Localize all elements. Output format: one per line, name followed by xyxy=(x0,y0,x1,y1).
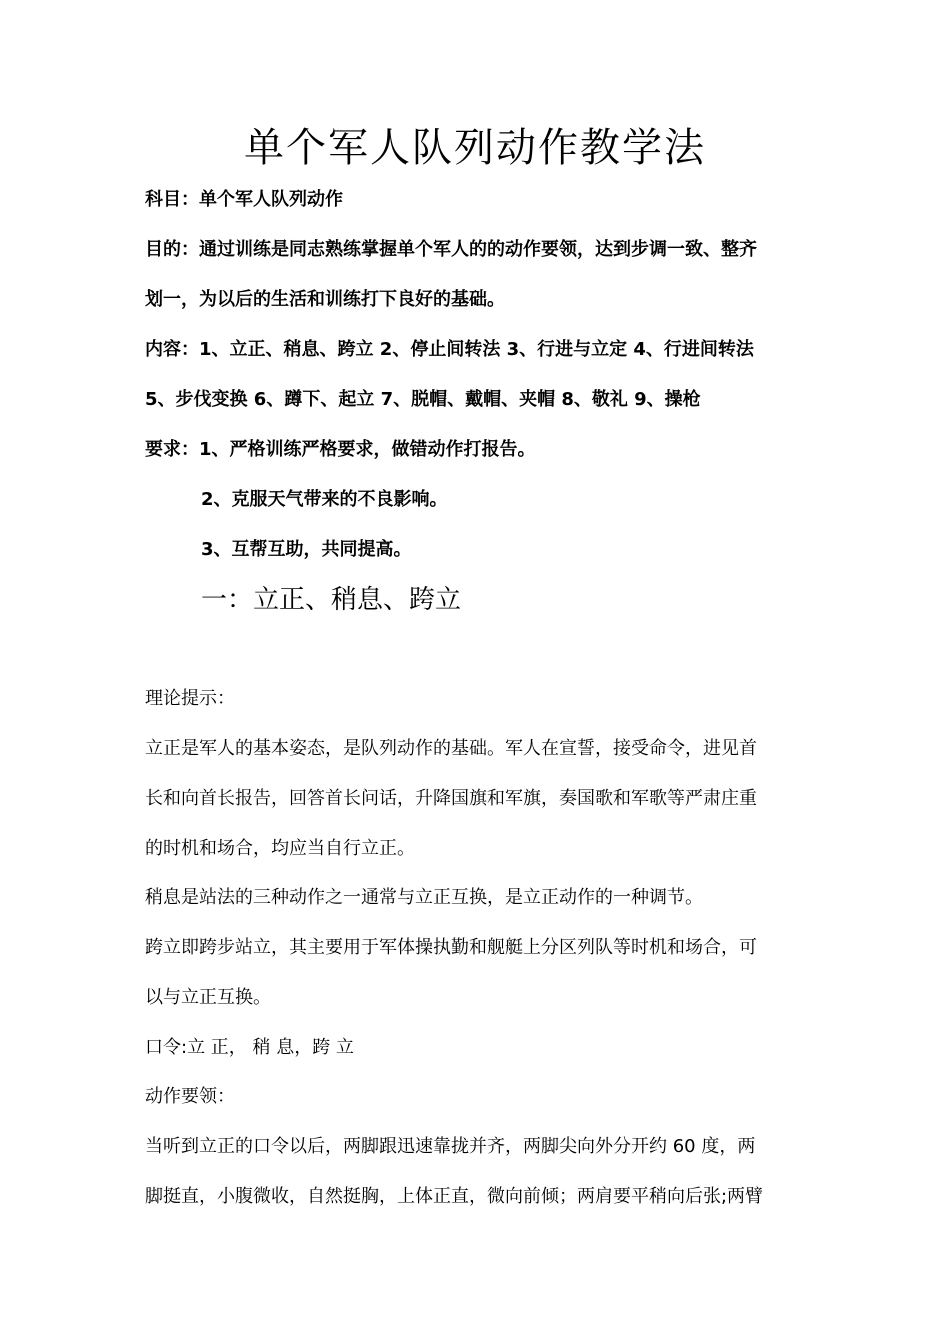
command-line: 口令:立 正， 稍 息，跨 立 xyxy=(145,1037,354,1058)
action-label: 动作要领： xyxy=(145,1086,235,1107)
document-title: 单个军人队列动作教学法 xyxy=(244,125,706,171)
requirement-2: 2、克服天气带来的不良影响。 xyxy=(201,489,448,510)
requirement-1: 要求：1、严格训练严格要求，做错动作打报告。 xyxy=(145,439,536,460)
section-heading: 一：立正、稍息、跨立 xyxy=(201,585,462,615)
subject-line: 科目：单个军人队列动作 xyxy=(145,189,343,210)
content-line-2: 5、步伐变换 6、蹲下、起立 7、脱帽、戴帽、夹帽 8、敬礼 9、操枪 xyxy=(145,389,701,410)
paragraph-line: 脚挺直，小腹微收，自然挺胸，上体正直，微向前倾；两肩要平稍向后张;两臂 xyxy=(145,1186,764,1207)
goal-line-1: 目的：通过训练是同志熟练掌握单个军人的的动作要领，达到步调一致、整齐 xyxy=(145,239,757,260)
paragraph-line: 当听到立正的口令以后，两脚跟迅速靠拢并齐，两脚尖向外分开约 60 度，两 xyxy=(145,1136,756,1157)
paragraph-line: 以与立正互换。 xyxy=(145,987,271,1008)
theory-label: 理论提示： xyxy=(145,688,235,709)
paragraph-line: 跨立即跨步站立，其主要用于军体操执勤和舰艇上分区列队等时机和场合，可 xyxy=(145,937,757,958)
content-line-1: 内容：1、立正、稍息、跨立 2、停止间转法 3、行进与立定 4、行进间转法 xyxy=(145,339,754,360)
paragraph-line: 长和向首长报告，回答首长问话，升降国旗和军旗，奏国歌和军歌等严肃庄重 xyxy=(145,788,757,809)
requirement-3: 3、互帮互助，共同提高。 xyxy=(201,539,412,560)
paragraph-line: 的时机和场合，均应当自行立正。 xyxy=(145,838,415,859)
paragraph-line: 稍息是站法的三种动作之一通常与立正互换，是立正动作的一种调节。 xyxy=(145,887,703,908)
goal-line-2: 划一，为以后的生活和训练打下良好的基础。 xyxy=(145,289,505,310)
paragraph-line: 立正是军人的基本姿态，是队列动作的基础。军人在宣誓，接受命令，进见首 xyxy=(145,738,757,759)
